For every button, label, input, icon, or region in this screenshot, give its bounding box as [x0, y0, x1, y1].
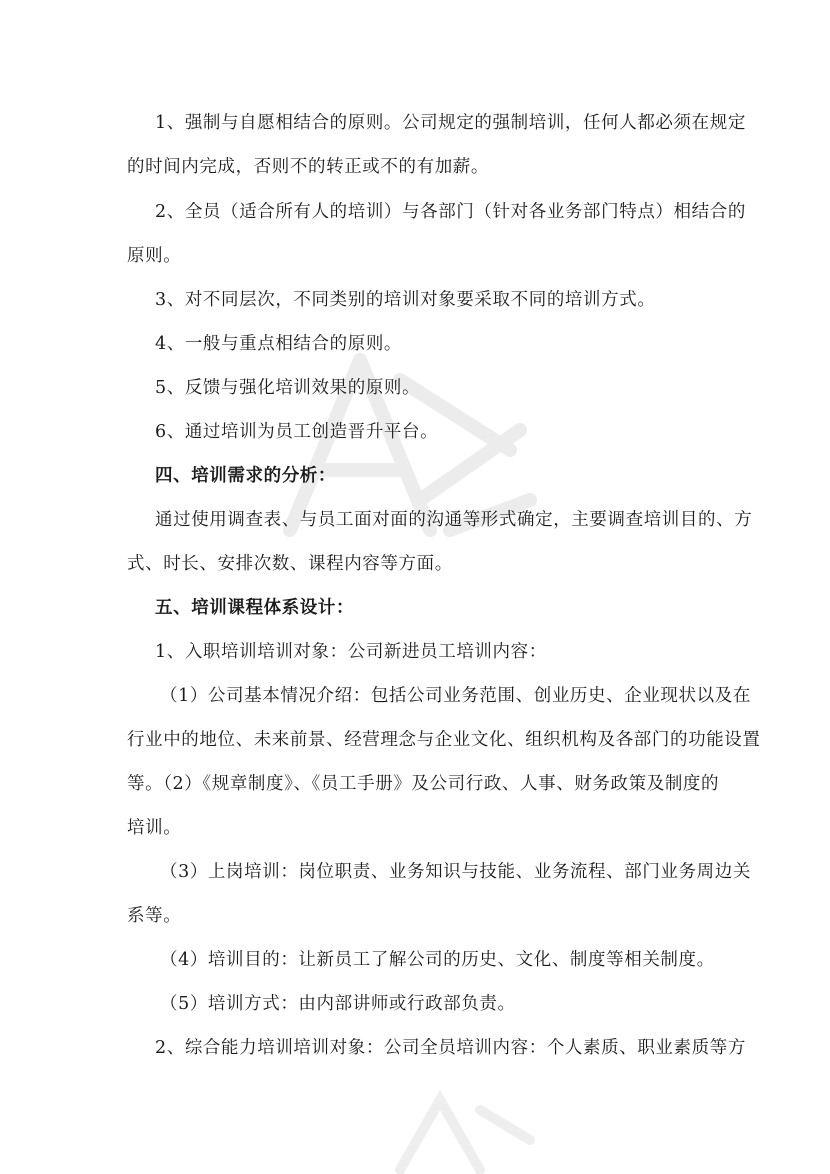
principle-2-line-1: 2、全员（适合所有人的培训）与各部门（针对各业务部门特点）相结合的 [155, 202, 746, 222]
onboarding-item-1-line-2: 行业中的地位、未来前景、经营理念与企业文化、组织机构及各部门的功能设置 [127, 730, 761, 750]
onboarding-item-1-line-1: （1）公司基本情况介绍：包括公司业务范围、创业历史、企业现状以及在 [160, 686, 751, 706]
onboarding-training-title: 1、入职培训培训对象：公司新进员工培训内容： [155, 642, 547, 662]
principle-1-line-1: 1、强制与自愿相结合的原则。公司规定的强制培训，任何人都必须在规定 [155, 113, 746, 133]
onboarding-item-3-line-2: 系等。 [127, 906, 182, 926]
onboarding-item-1-line-4: 培训。 [127, 818, 182, 838]
onboarding-item-5: （5）培训方式：由内部讲师或行政部负责。 [160, 994, 516, 1014]
general-training-line-1: 2、综合能力培训培训对象：公司全员培训内容：个人素质、职业素质等方 [155, 1038, 746, 1058]
onboarding-item-3-line-1: （3）上岗培训：岗位职责、业务知识与技能、业务流程、部门业务周边关 [160, 862, 751, 882]
principle-2-line-2: 原则。 [127, 246, 182, 266]
principle-4: 4、一般与重点相结合的原则。 [155, 334, 403, 354]
principle-3: 3、对不同层次，不同类别的培训对象要采取不同的培训方式。 [155, 290, 656, 310]
watermark-logo-bottom [380, 1080, 540, 1174]
section-heading-needs-analysis: 四、培训需求的分析： [155, 466, 336, 486]
principle-1-line-2: 的时间内完成，否则不的转正或不的有加薪。 [127, 157, 489, 177]
onboarding-item-4: （4）培训目的：让新员工了解公司的历史、文化、制度等相关制度。 [160, 950, 715, 970]
needs-analysis-line-1: 通过使用调查表、与员工面对面的沟通等形式确定，主要调查培训目的、方 [155, 510, 753, 530]
needs-analysis-line-2: 式、时长、安排次数、课程内容等方面。 [127, 554, 453, 574]
onboarding-item-1-line-3: 等。（2）《规章制度》、《员工手册》及公司行政、人事、财务政策及制度的 [127, 774, 720, 794]
principle-6: 6、通过培训为员工创造晋升平台。 [155, 422, 439, 442]
section-heading-course-design: 五、培训课程体系设计： [155, 598, 355, 618]
principle-5: 5、反馈与强化培训效果的原则。 [155, 378, 421, 398]
